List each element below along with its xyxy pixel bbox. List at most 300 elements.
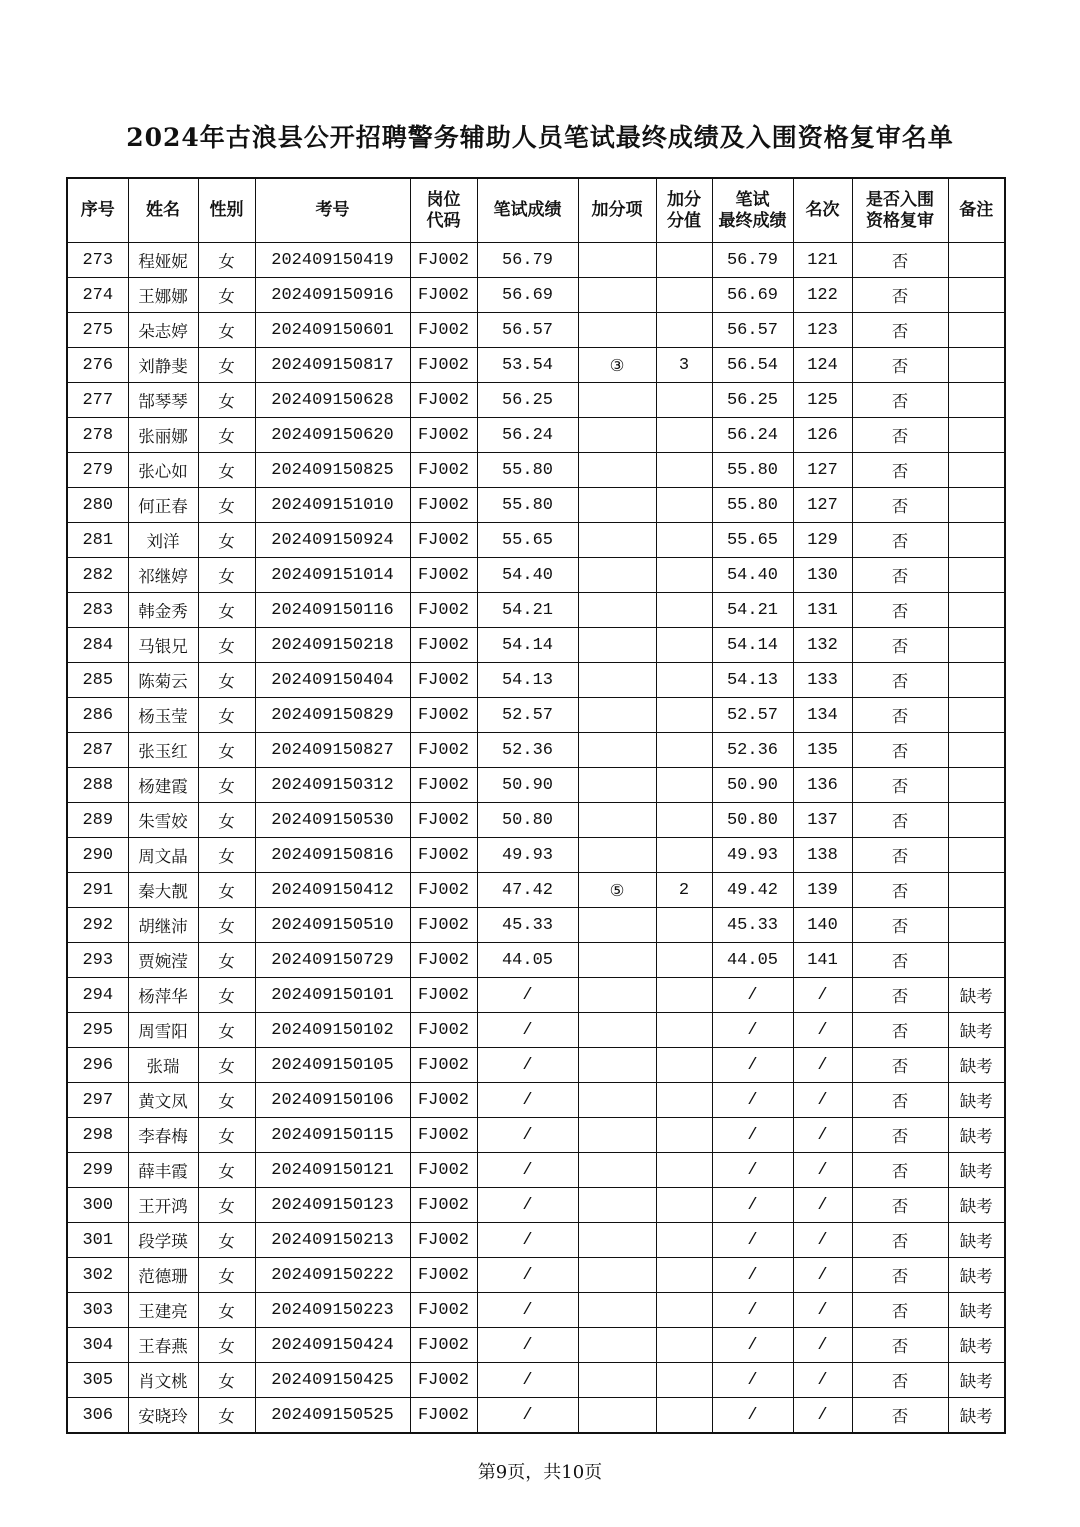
cell-qualified: 否 — [852, 348, 948, 383]
cell-final-score: 56.57 — [712, 313, 793, 348]
table-row — [67, 1328, 1005, 1363]
cell-bonus-points — [656, 838, 712, 873]
cell-exam-number: 202409150106 — [255, 1083, 410, 1118]
cell-final-score: / — [712, 1398, 793, 1434]
cell-written-score: 45.33 — [477, 908, 578, 943]
cell-remarks — [948, 733, 1005, 768]
cell-final-score: / — [712, 1013, 793, 1048]
table-row — [67, 698, 1005, 733]
cell-index: 277 — [67, 383, 128, 418]
cell-written-score: 56.57 — [477, 313, 578, 348]
cell-name: 王春燕 — [128, 1328, 198, 1363]
cell-bonus-item — [578, 243, 656, 278]
cell-remarks — [948, 803, 1005, 838]
cell-final-score: / — [712, 1118, 793, 1153]
cell-bonus-points — [656, 1118, 712, 1153]
cell-bonus-points — [656, 1258, 712, 1293]
cell-remarks: 缺考 — [948, 1153, 1005, 1188]
table-row — [67, 1398, 1005, 1434]
cell-rank: 135 — [793, 733, 852, 768]
cell-remarks — [948, 593, 1005, 628]
cell-rank: / — [793, 1048, 852, 1083]
cell-written-score: 52.36 — [477, 733, 578, 768]
cell-qualified: 否 — [852, 418, 948, 453]
cell-remarks — [948, 628, 1005, 663]
cell-index: 295 — [67, 1013, 128, 1048]
cell-name: 周文晶 — [128, 838, 198, 873]
cell-qualified: 否 — [852, 943, 948, 978]
cell-remarks: 缺考 — [948, 1328, 1005, 1363]
cell-qualified: 否 — [852, 978, 948, 1013]
cell-name: 朵志婷 — [128, 313, 198, 348]
cell-index: 305 — [67, 1363, 128, 1398]
cell-gender: 女 — [198, 663, 255, 698]
cell-position-code: FJ002 — [410, 628, 477, 663]
cell-rank: / — [793, 1153, 852, 1188]
cell-index: 275 — [67, 313, 128, 348]
cell-written-score: 54.21 — [477, 593, 578, 628]
cell-rank: / — [793, 978, 852, 1013]
cell-gender: 女 — [198, 1188, 255, 1223]
cell-bonus-points — [656, 1328, 712, 1363]
cell-qualified: 否 — [852, 278, 948, 313]
cell-name: 安晓玲 — [128, 1398, 198, 1434]
cell-bonus-item — [578, 1153, 656, 1188]
cell-bonus-points — [656, 593, 712, 628]
cell-index: 287 — [67, 733, 128, 768]
cell-position-code: FJ002 — [410, 1293, 477, 1328]
cell-final-score: 50.80 — [712, 803, 793, 838]
table-row — [67, 768, 1005, 803]
cell-index: 278 — [67, 418, 128, 453]
cell-gender: 女 — [198, 838, 255, 873]
cell-rank: 140 — [793, 908, 852, 943]
cell-rank: 127 — [793, 488, 852, 523]
cell-rank: 138 — [793, 838, 852, 873]
cell-remarks — [948, 488, 1005, 523]
cell-qualified: 否 — [852, 1083, 948, 1118]
cell-name: 贾婉滢 — [128, 943, 198, 978]
table-row — [67, 418, 1005, 453]
cell-bonus-item — [578, 593, 656, 628]
cell-exam-number: 202409150424 — [255, 1328, 410, 1363]
table-row — [67, 383, 1005, 418]
cell-name: 祁继婷 — [128, 558, 198, 593]
cell-name: 杨建霞 — [128, 768, 198, 803]
cell-exam-number: 202409150924 — [255, 523, 410, 558]
table-row — [67, 628, 1005, 663]
cell-remarks: 缺考 — [948, 1398, 1005, 1434]
cell-bonus-points — [656, 978, 712, 1013]
cell-remarks — [948, 908, 1005, 943]
cell-gender: 女 — [198, 873, 255, 908]
cell-final-score: 55.80 — [712, 453, 793, 488]
cell-bonus-item — [578, 1048, 656, 1083]
table-row — [67, 558, 1005, 593]
table-row — [67, 873, 1005, 908]
cell-remarks: 缺考 — [948, 1118, 1005, 1153]
cell-exam-number: 202409150123 — [255, 1188, 410, 1223]
cell-bonus-item — [578, 278, 656, 313]
table-row — [67, 1188, 1005, 1223]
cell-remarks — [948, 768, 1005, 803]
cell-remarks — [948, 663, 1005, 698]
cell-remarks — [948, 313, 1005, 348]
cell-bonus-item — [578, 313, 656, 348]
table-row — [67, 733, 1005, 768]
cell-qualified: 否 — [852, 1398, 948, 1434]
cell-bonus-points — [656, 1048, 712, 1083]
cell-rank: / — [793, 1188, 852, 1223]
cell-bonus-points — [656, 628, 712, 663]
cell-rank: / — [793, 1223, 852, 1258]
cell-rank: 124 — [793, 348, 852, 383]
cell-final-score: / — [712, 1363, 793, 1398]
cell-bonus-item — [578, 488, 656, 523]
cell-final-score: 52.57 — [712, 698, 793, 733]
cell-rank: 141 — [793, 943, 852, 978]
results-table — [66, 177, 1006, 1434]
cell-written-score: / — [477, 1013, 578, 1048]
cell-final-score: / — [712, 1048, 793, 1083]
col-header-bonus-points: 加分 分值 — [656, 178, 712, 243]
cell-bonus-item — [578, 1223, 656, 1258]
cell-bonus-points — [656, 733, 712, 768]
cell-bonus-item: ③ — [578, 348, 656, 383]
cell-final-score: 54.13 — [712, 663, 793, 698]
cell-index: 301 — [67, 1223, 128, 1258]
cell-gender: 女 — [198, 768, 255, 803]
cell-bonus-item — [578, 523, 656, 558]
table-row — [67, 978, 1005, 1013]
cell-exam-number: 202409150218 — [255, 628, 410, 663]
cell-rank: / — [793, 1363, 852, 1398]
cell-exam-number: 202409150620 — [255, 418, 410, 453]
col-header-index: 序号 — [67, 178, 128, 243]
cell-rank: 131 — [793, 593, 852, 628]
table-row — [67, 243, 1005, 278]
cell-position-code: FJ002 — [410, 1153, 477, 1188]
cell-final-score: 49.42 — [712, 873, 793, 908]
cell-position-code: FJ002 — [410, 1188, 477, 1223]
cell-written-score: / — [477, 1328, 578, 1363]
cell-index: 282 — [67, 558, 128, 593]
cell-final-score: / — [712, 1153, 793, 1188]
cell-written-score: 47.42 — [477, 873, 578, 908]
cell-position-code: FJ002 — [410, 523, 477, 558]
cell-written-score: 54.13 — [477, 663, 578, 698]
cell-remarks: 缺考 — [948, 1258, 1005, 1293]
cell-position-code: FJ002 — [410, 978, 477, 1013]
cell-bonus-points — [656, 1013, 712, 1048]
col-header-qualified: 是否入围 资格复审 — [852, 178, 948, 243]
cell-qualified: 否 — [852, 733, 948, 768]
cell-final-score: 56.69 — [712, 278, 793, 313]
cell-position-code: FJ002 — [410, 733, 477, 768]
cell-exam-number: 202409150115 — [255, 1118, 410, 1153]
cell-qualified: 否 — [852, 1118, 948, 1153]
table-row — [67, 593, 1005, 628]
cell-qualified: 否 — [852, 698, 948, 733]
cell-qualified: 否 — [852, 488, 948, 523]
cell-qualified: 否 — [852, 1013, 948, 1048]
cell-written-score: 44.05 — [477, 943, 578, 978]
cell-final-score: 52.36 — [712, 733, 793, 768]
cell-rank: / — [793, 1118, 852, 1153]
cell-bonus-item — [578, 908, 656, 943]
cell-exam-number: 202409150419 — [255, 243, 410, 278]
cell-exam-number: 202409151014 — [255, 558, 410, 593]
table-row — [67, 523, 1005, 558]
cell-remarks: 缺考 — [948, 1048, 1005, 1083]
cell-name: 陈菊云 — [128, 663, 198, 698]
cell-qualified: 否 — [852, 383, 948, 418]
cell-index: 273 — [67, 243, 128, 278]
cell-index: 294 — [67, 978, 128, 1013]
cell-final-score: / — [712, 1328, 793, 1363]
cell-gender: 女 — [198, 733, 255, 768]
cell-name: 杨萍华 — [128, 978, 198, 1013]
cell-name: 李春梅 — [128, 1118, 198, 1153]
cell-index: 291 — [67, 873, 128, 908]
cell-name: 胡继沛 — [128, 908, 198, 943]
cell-rank: / — [793, 1013, 852, 1048]
cell-rank: 129 — [793, 523, 852, 558]
cell-gender: 女 — [198, 418, 255, 453]
cell-remarks: 缺考 — [948, 1223, 1005, 1258]
cell-exam-number: 202409150116 — [255, 593, 410, 628]
cell-index: 283 — [67, 593, 128, 628]
cell-qualified: 否 — [852, 558, 948, 593]
cell-rank: 133 — [793, 663, 852, 698]
table-header-row — [67, 178, 1005, 243]
cell-rank: / — [793, 1328, 852, 1363]
cell-final-score: 44.05 — [712, 943, 793, 978]
cell-bonus-item — [578, 803, 656, 838]
cell-name: 韩金秀 — [128, 593, 198, 628]
cell-position-code: FJ002 — [410, 663, 477, 698]
cell-index: 276 — [67, 348, 128, 383]
table-row — [67, 1223, 1005, 1258]
cell-rank: 136 — [793, 768, 852, 803]
cell-name: 马银兄 — [128, 628, 198, 663]
cell-name: 郜琴琴 — [128, 383, 198, 418]
cell-bonus-points — [656, 453, 712, 488]
table-row — [67, 803, 1005, 838]
cell-index: 302 — [67, 1258, 128, 1293]
cell-index: 289 — [67, 803, 128, 838]
cell-remarks — [948, 278, 1005, 313]
cell-position-code: FJ002 — [410, 1083, 477, 1118]
cell-written-score: / — [477, 1398, 578, 1434]
cell-name: 范德珊 — [128, 1258, 198, 1293]
cell-final-score: 56.54 — [712, 348, 793, 383]
cell-bonus-points — [656, 663, 712, 698]
cell-gender: 女 — [198, 698, 255, 733]
cell-qualified: 否 — [852, 1048, 948, 1083]
page-footer: 第9页，共10页 — [477, 1462, 603, 1483]
cell-qualified: 否 — [852, 803, 948, 838]
cell-bonus-points — [656, 768, 712, 803]
cell-final-score: / — [712, 1083, 793, 1118]
cell-written-score: 50.80 — [477, 803, 578, 838]
cell-bonus-points — [656, 908, 712, 943]
cell-bonus-points — [656, 1398, 712, 1434]
cell-bonus-item — [578, 733, 656, 768]
cell-written-score: / — [477, 1223, 578, 1258]
cell-name: 刘静斐 — [128, 348, 198, 383]
table-row — [67, 838, 1005, 873]
cell-exam-number: 202409150916 — [255, 278, 410, 313]
cell-final-score: 45.33 — [712, 908, 793, 943]
cell-bonus-item — [578, 943, 656, 978]
cell-bonus-points: 3 — [656, 348, 712, 383]
cell-bonus-points — [656, 698, 712, 733]
cell-rank: 132 — [793, 628, 852, 663]
cell-written-score: / — [477, 1153, 578, 1188]
cell-exam-number: 202409150530 — [255, 803, 410, 838]
cell-index: 303 — [67, 1293, 128, 1328]
cell-remarks — [948, 383, 1005, 418]
cell-gender: 女 — [198, 558, 255, 593]
cell-position-code: FJ002 — [410, 593, 477, 628]
cell-bonus-points: 2 — [656, 873, 712, 908]
cell-final-score: / — [712, 1223, 793, 1258]
cell-bonus-item — [578, 1118, 656, 1153]
cell-final-score: 56.25 — [712, 383, 793, 418]
cell-index: 298 — [67, 1118, 128, 1153]
cell-bonus-item — [578, 1083, 656, 1118]
cell-qualified: 否 — [852, 1328, 948, 1363]
cell-exam-number: 202409150816 — [255, 838, 410, 873]
cell-remarks — [948, 453, 1005, 488]
cell-position-code: FJ002 — [410, 1013, 477, 1048]
table-row — [67, 1258, 1005, 1293]
table-row — [67, 1293, 1005, 1328]
cell-gender: 女 — [198, 383, 255, 418]
cell-written-score: 50.90 — [477, 768, 578, 803]
cell-qualified: 否 — [852, 313, 948, 348]
cell-qualified: 否 — [852, 1153, 948, 1188]
cell-remarks — [948, 523, 1005, 558]
cell-gender: 女 — [198, 1328, 255, 1363]
cell-bonus-item — [578, 768, 656, 803]
cell-written-score: 49.93 — [477, 838, 578, 873]
cell-qualified: 否 — [852, 663, 948, 698]
cell-qualified: 否 — [852, 243, 948, 278]
cell-written-score: / — [477, 1048, 578, 1083]
table-row — [67, 908, 1005, 943]
col-header-final-score: 笔试 最终成绩 — [712, 178, 793, 243]
cell-exam-number: 202409150525 — [255, 1398, 410, 1434]
cell-position-code: FJ002 — [410, 1363, 477, 1398]
cell-rank: / — [793, 1258, 852, 1293]
table-row — [67, 313, 1005, 348]
cell-position-code: FJ002 — [410, 838, 477, 873]
cell-bonus-item: ⑤ — [578, 873, 656, 908]
cell-written-score: 56.79 — [477, 243, 578, 278]
cell-position-code: FJ002 — [410, 488, 477, 523]
cell-written-score: 55.80 — [477, 488, 578, 523]
cell-bonus-points — [656, 1293, 712, 1328]
cell-name: 黄文凤 — [128, 1083, 198, 1118]
cell-position-code: FJ002 — [410, 313, 477, 348]
cell-gender: 女 — [198, 943, 255, 978]
cell-name: 张玉红 — [128, 733, 198, 768]
cell-qualified: 否 — [852, 1188, 948, 1223]
cell-gender: 女 — [198, 1293, 255, 1328]
cell-gender: 女 — [198, 1258, 255, 1293]
cell-position-code: FJ002 — [410, 453, 477, 488]
cell-bonus-item — [578, 1328, 656, 1363]
cell-position-code: FJ002 — [410, 243, 477, 278]
cell-exam-number: 202409150121 — [255, 1153, 410, 1188]
cell-bonus-points — [656, 1188, 712, 1223]
cell-bonus-points — [656, 383, 712, 418]
cell-written-score: 54.40 — [477, 558, 578, 593]
cell-index: 292 — [67, 908, 128, 943]
cell-rank: 121 — [793, 243, 852, 278]
cell-final-score: 56.24 — [712, 418, 793, 453]
cell-exam-number: 202409150213 — [255, 1223, 410, 1258]
cell-rank: 134 — [793, 698, 852, 733]
cell-written-score: / — [477, 1188, 578, 1223]
cell-final-score: / — [712, 978, 793, 1013]
cell-exam-number: 202409150102 — [255, 1013, 410, 1048]
cell-gender: 女 — [198, 803, 255, 838]
cell-gender: 女 — [198, 1223, 255, 1258]
cell-exam-number: 202409150829 — [255, 698, 410, 733]
cell-position-code: FJ002 — [410, 908, 477, 943]
cell-position-code: FJ002 — [410, 1398, 477, 1434]
col-header-bonus-item: 加分项 — [578, 178, 656, 243]
cell-position-code: FJ002 — [410, 698, 477, 733]
cell-gender: 女 — [198, 1083, 255, 1118]
cell-index: 286 — [67, 698, 128, 733]
cell-bonus-points — [656, 488, 712, 523]
table-row — [67, 1118, 1005, 1153]
cell-written-score: 55.80 — [477, 453, 578, 488]
cell-bonus-item — [578, 453, 656, 488]
cell-position-code: FJ002 — [410, 1223, 477, 1258]
cell-bonus-points — [656, 558, 712, 593]
cell-exam-number: 202409150827 — [255, 733, 410, 768]
cell-qualified: 否 — [852, 838, 948, 873]
cell-rank: 125 — [793, 383, 852, 418]
cell-bonus-item — [578, 1013, 656, 1048]
cell-rank: 130 — [793, 558, 852, 593]
cell-written-score: 56.25 — [477, 383, 578, 418]
cell-qualified: 否 — [852, 768, 948, 803]
cell-index: 281 — [67, 523, 128, 558]
cell-exam-number: 202409151010 — [255, 488, 410, 523]
cell-bonus-item — [578, 838, 656, 873]
cell-gender: 女 — [198, 488, 255, 523]
cell-qualified: 否 — [852, 1223, 948, 1258]
cell-rank: 139 — [793, 873, 852, 908]
cell-final-score: / — [712, 1188, 793, 1223]
cell-bonus-item — [578, 1188, 656, 1223]
cell-name: 薛丰霞 — [128, 1153, 198, 1188]
cell-exam-number: 202409150425 — [255, 1363, 410, 1398]
cell-final-score: 54.21 — [712, 593, 793, 628]
cell-bonus-item — [578, 1363, 656, 1398]
cell-rank: / — [793, 1083, 852, 1118]
cell-index: 293 — [67, 943, 128, 978]
cell-exam-number: 202409150825 — [255, 453, 410, 488]
cell-final-score: 54.40 — [712, 558, 793, 593]
cell-rank: 137 — [793, 803, 852, 838]
